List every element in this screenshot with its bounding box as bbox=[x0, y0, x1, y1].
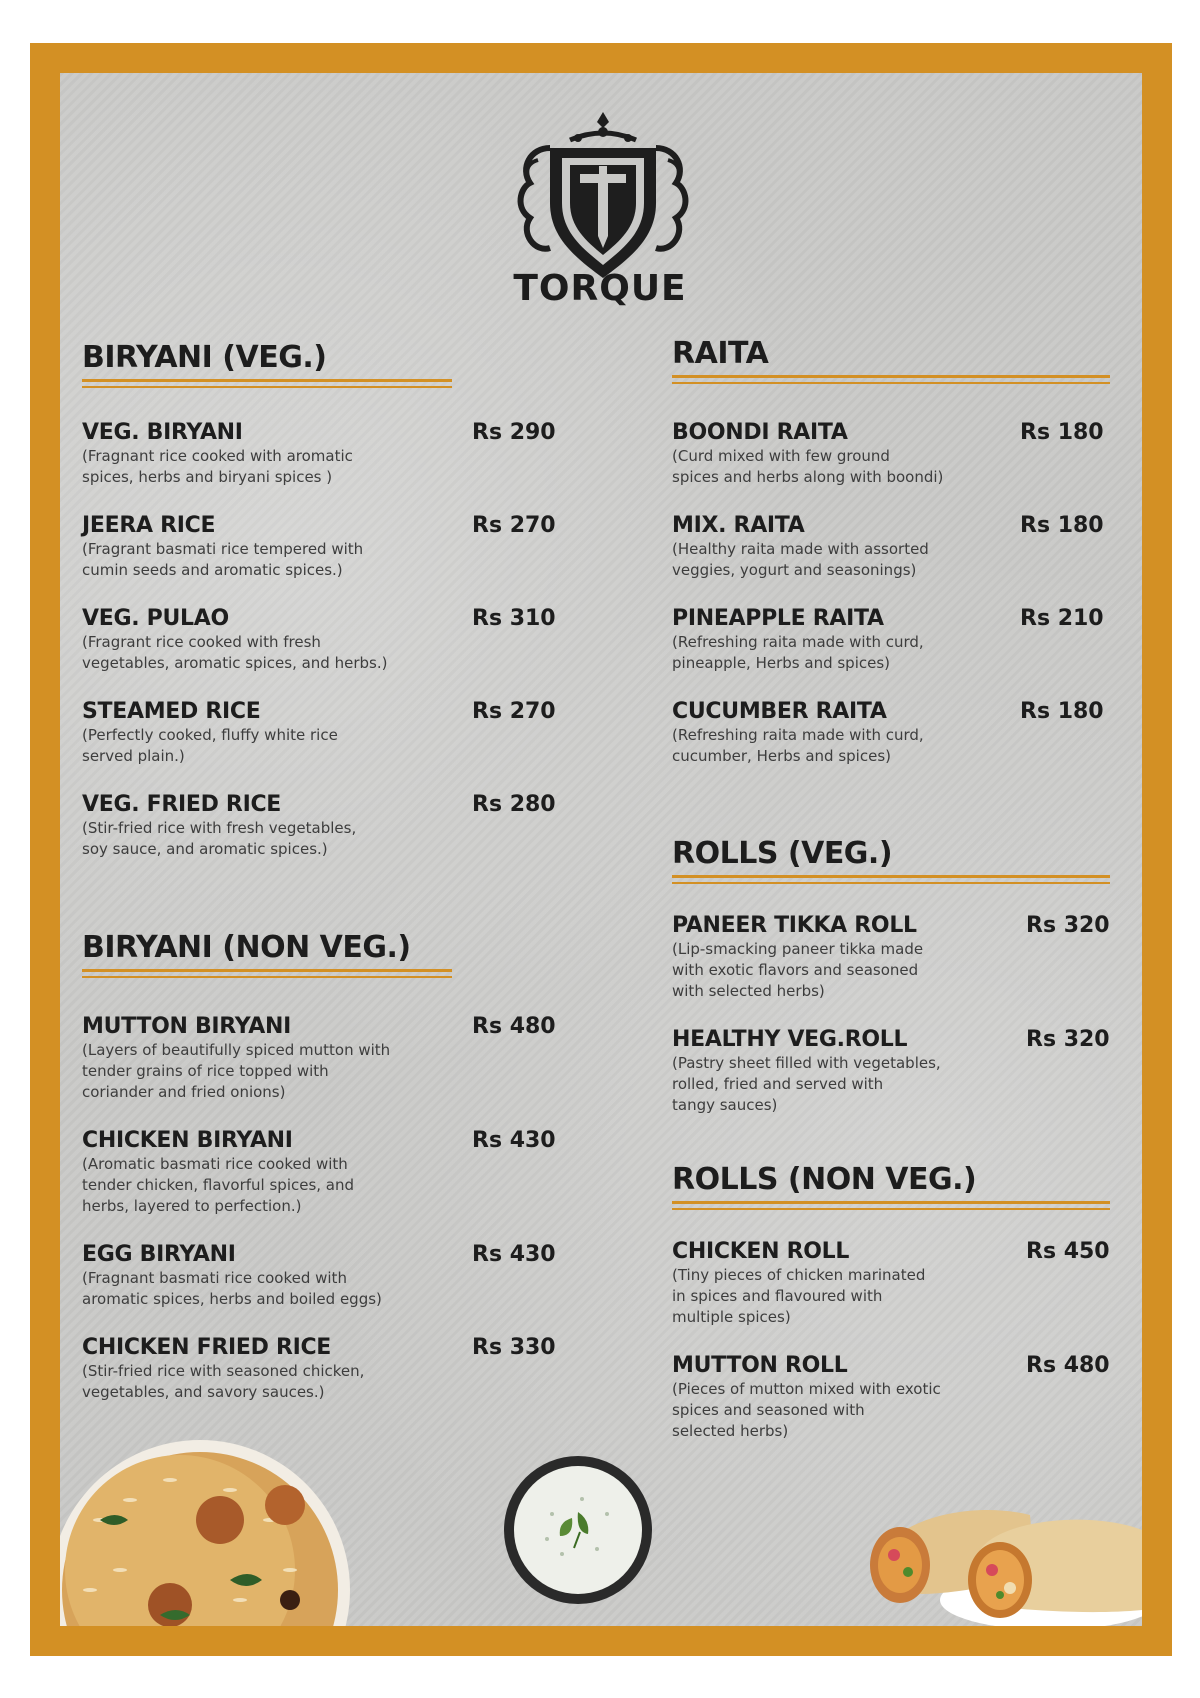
raita-bowl-image bbox=[502, 1454, 654, 1606]
item-price: Rs 480 bbox=[472, 1014, 556, 1039]
section-rule bbox=[82, 379, 452, 382]
item-description: (Stir-fried rice with fresh vegetables, soy sauce, and aromatic spices.) bbox=[82, 819, 357, 858]
item-price: Rs 430 bbox=[472, 1242, 556, 1267]
item-description: (Pieces of mutton mixed with exotic spices and seasoned with selected herbs) bbox=[672, 1380, 941, 1440]
item-description: (Fragrant basmati rice tempered with cumin seeds and aromatic spices.) bbox=[82, 540, 364, 579]
item-price: Rs 330 bbox=[472, 1335, 556, 1360]
item-name: VEG. BIRYANI bbox=[82, 420, 243, 445]
section-rule bbox=[672, 882, 1110, 884]
section-raita bbox=[672, 336, 1110, 384]
section-rolls-nonveg bbox=[672, 1162, 1110, 1210]
item-price: Rs 280 bbox=[472, 792, 556, 817]
item-price: Rs 310 bbox=[472, 606, 556, 631]
item-price: Rs 320 bbox=[1026, 913, 1110, 938]
item-name: MUTTON BIRYANI bbox=[82, 1014, 291, 1039]
item-name: MIX. RAITA bbox=[672, 513, 805, 538]
menu-item bbox=[82, 513, 556, 581]
menu-item bbox=[672, 606, 1104, 674]
item-description: (Perfectly cooked, fluffy white rice served plain.) bbox=[82, 726, 338, 765]
item-description: (Fragnant basmati rice cooked with aromatic spices, herbs and boiled eggs) bbox=[82, 1269, 382, 1308]
item-name: CHICKEN ROLL bbox=[672, 1239, 850, 1264]
item-description: (Fragnant rice cooked with aromatic spices, herbs and biryani spices ) bbox=[82, 447, 353, 486]
section-title: RAITA bbox=[672, 336, 769, 371]
menu-item bbox=[82, 1242, 556, 1310]
section-rule bbox=[672, 1208, 1110, 1210]
biryani-bowl-image bbox=[60, 1440, 360, 1626]
item-price: Rs 290 bbox=[472, 420, 556, 445]
item-name: CUCUMBER RAITA bbox=[672, 699, 887, 724]
menu-item bbox=[672, 913, 1110, 1002]
item-description: (Tiny pieces of chicken marinated in spices and flavoured with multiple spices) bbox=[672, 1266, 926, 1326]
item-price: Rs 270 bbox=[472, 513, 556, 538]
item-name: MUTTON ROLL bbox=[672, 1353, 848, 1378]
item-name: HEALTHY VEG.ROLL bbox=[672, 1027, 908, 1052]
menu-item bbox=[672, 513, 1104, 581]
item-name: CHICKEN FRIED RICE bbox=[82, 1335, 332, 1360]
item-name: PANEER TIKKA ROLL bbox=[672, 913, 917, 938]
item-name: BOONDI RAITA bbox=[672, 420, 848, 445]
item-price: Rs 430 bbox=[472, 1128, 556, 1153]
item-price: Rs 180 bbox=[1020, 699, 1104, 724]
item-name: EGG BIRYANI bbox=[82, 1242, 236, 1267]
menu-item bbox=[672, 1239, 1110, 1328]
section-biryani-veg bbox=[82, 340, 452, 388]
menu-item bbox=[82, 792, 556, 860]
item-description: (Fragrant rice cooked with fresh vegetables, aromatic spices, and herbs.) bbox=[82, 633, 388, 672]
item-price: Rs 480 bbox=[1026, 1353, 1110, 1378]
section-rule bbox=[672, 1201, 1110, 1204]
menu-item bbox=[82, 1014, 556, 1103]
brand-name: TORQUE bbox=[513, 268, 687, 309]
menu-item bbox=[82, 420, 556, 488]
item-description: (Stir-fried rice with seasoned chicken, vegetables, and savory sauces.) bbox=[82, 1362, 365, 1401]
rolls-image bbox=[860, 1480, 1142, 1626]
menu-item bbox=[672, 1027, 1110, 1116]
section-biryani-nonveg bbox=[82, 930, 452, 978]
menu-item bbox=[672, 1353, 1110, 1442]
item-name: STEAMED RICE bbox=[82, 699, 261, 724]
item-name: PINEAPPLE RAITA bbox=[672, 606, 884, 631]
section-rule bbox=[672, 875, 1110, 878]
item-price: Rs 320 bbox=[1026, 1027, 1110, 1052]
menu-item bbox=[672, 420, 1104, 488]
menu-item bbox=[82, 699, 556, 767]
section-rule bbox=[82, 976, 452, 978]
item-price: Rs 270 bbox=[472, 699, 556, 724]
menu-item bbox=[82, 606, 556, 674]
item-description: (Healthy raita made with assorted veggies, yogurt and seasonings) bbox=[672, 540, 929, 579]
item-name: JEERA RICE bbox=[82, 513, 216, 538]
menu-item bbox=[82, 1335, 556, 1403]
section-rule bbox=[82, 386, 452, 388]
menu-item bbox=[672, 699, 1104, 767]
item-description: (Pastry sheet filled with vegetables, rolled, fried and served with tangy sauces) bbox=[672, 1054, 941, 1114]
section-title: ROLLS (NON VEG.) bbox=[672, 1162, 977, 1197]
item-name: CHICKEN BIRYANI bbox=[82, 1128, 293, 1153]
section-title: ROLLS (VEG.) bbox=[672, 836, 893, 871]
section-title: BIRYANI (NON VEG.) bbox=[82, 930, 411, 965]
item-price: Rs 210 bbox=[1020, 606, 1104, 631]
section-rolls-veg bbox=[672, 836, 1110, 884]
section-title: BIRYANI (VEG.) bbox=[82, 340, 327, 375]
section-rule bbox=[672, 382, 1110, 384]
item-price: Rs 180 bbox=[1020, 420, 1104, 445]
item-price: Rs 450 bbox=[1026, 1239, 1110, 1264]
item-description: (Refreshing raita made with curd, cucumber, Herbs and spices) bbox=[672, 726, 924, 765]
item-price: Rs 180 bbox=[1020, 513, 1104, 538]
item-name: VEG. PULAO bbox=[82, 606, 229, 631]
item-description: (Curd mixed with few ground spices and herbs along with boondi) bbox=[672, 447, 944, 486]
item-description: (Aromatic basmati rice cooked with tender chicken, flavorful spices, and herbs, layered to perfection.) bbox=[82, 1155, 355, 1215]
menu-item bbox=[82, 1128, 556, 1217]
item-name: VEG. FRIED RICE bbox=[82, 792, 282, 817]
item-description: (Refreshing raita made with curd, pineapple, Herbs and spices) bbox=[672, 633, 924, 672]
item-description: (Layers of beautifully spiced mutton with tender grains of rice topped with coriander and fried onions) bbox=[82, 1041, 391, 1101]
section-rule bbox=[672, 375, 1110, 378]
item-description: (Lip-smacking paneer tikka made with exotic flavors and seasoned with selected herbs) bbox=[672, 940, 924, 1000]
section-rule bbox=[82, 969, 452, 972]
